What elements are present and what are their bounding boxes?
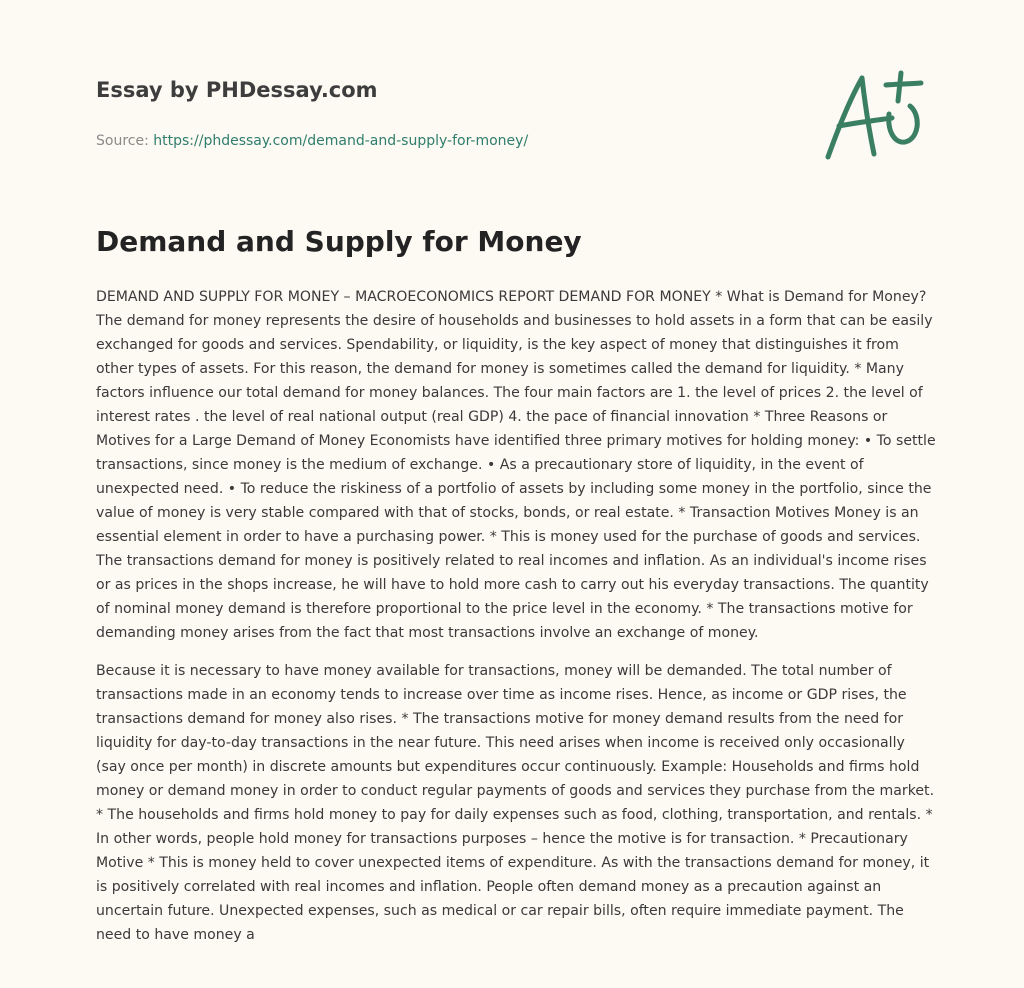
source-label: Source: bbox=[96, 133, 154, 149]
essay-paragraph: Because it is necessary to have money available for transactions, money will be demanded. The total number of transactions made in an economy tends to increase over time as income rises. Hence, as income or GDP rises, the transactions demand for money also rises. * The transactions motive for money demand results from the need for liquidity for day-to-day transactions in the near future. This need arises when income is received only occasionally (say once per month) in discrete amounts but expenditures occur continuously. Example: Households and firms hold money or demand money in order to conduct regular payments of goods and services they purchase from the market. * The households and firms hold money to pay for daily expenses such as food, clothing, transportation, and rentals. * In other words, people hold money for transactions purposes – hence the motive is for transaction. * Precautionary Motive * This is money held to cover unexpected items of expenditure. As with the transactions demand for money, it is positively correlated with real incomes and inflation. People often demand money as a precaution against an uncertain future. Unexpected expenses, such as medical or car repair bills, often require immediate payment. The need to have money a bbox=[96, 663, 935, 943]
a-plus-logo-icon bbox=[818, 64, 938, 168]
site-title: Essay by PHDessay.com bbox=[96, 78, 378, 102]
essay-paragraph: DEMAND AND SUPPLY FOR MONEY – MACROECONOMICS REPORT DEMAND FOR MONEY * What is Demand for Money? The demand for money represents the desire of households and businesses to hold assets in a form that can be easily exchanged for goods and services. Spendability, or liquidity, is the key aspect of money that distinguishes it from other types of assets. For this reason, the demand for money is sometimes called the demand for liquidity. * Many factors influence our total demand for money balances. The four main factors are 1. the level of prices 2. the level of interest rates . the level of real national output (real GDP) 4. the pace of financial innovation * Three Reasons or Motives for a Large Demand of Money Economists have identified three primary motives for holding money: • To settle transactions, since money is the medium of exchange. • As a precautionary store of liquidity, in the event of unexpected need. • To reduce the riskiness of a portfolio of assets by including some money in the portfolio, since the value of money is very stable compared with that of stocks, bonds, or real estate. * Transaction Motives Money is an essential element in order to have a purchasing power. * This is money used for the purchase of goods and services. The transactions demand for money is positively related to real incomes and inflation. As an individual's income rises or as prices in the shops increase, he will have to hold more cash to carry out his everyday transactions. The quantity of nominal money demand is therefore proportional to the price level in the economy. * The transactions motive for demanding money arises from the fact that most transactions involve an exchange of money. bbox=[96, 289, 936, 641]
page-header bbox=[96, 76, 796, 150]
source-line bbox=[96, 132, 796, 150]
essay-title: Demand and Supply for Money bbox=[96, 225, 582, 258]
source-link[interactable]: https://phdessay.com/demand-and-supply-for-money/ bbox=[153, 133, 529, 149]
essay-body bbox=[96, 285, 936, 961]
